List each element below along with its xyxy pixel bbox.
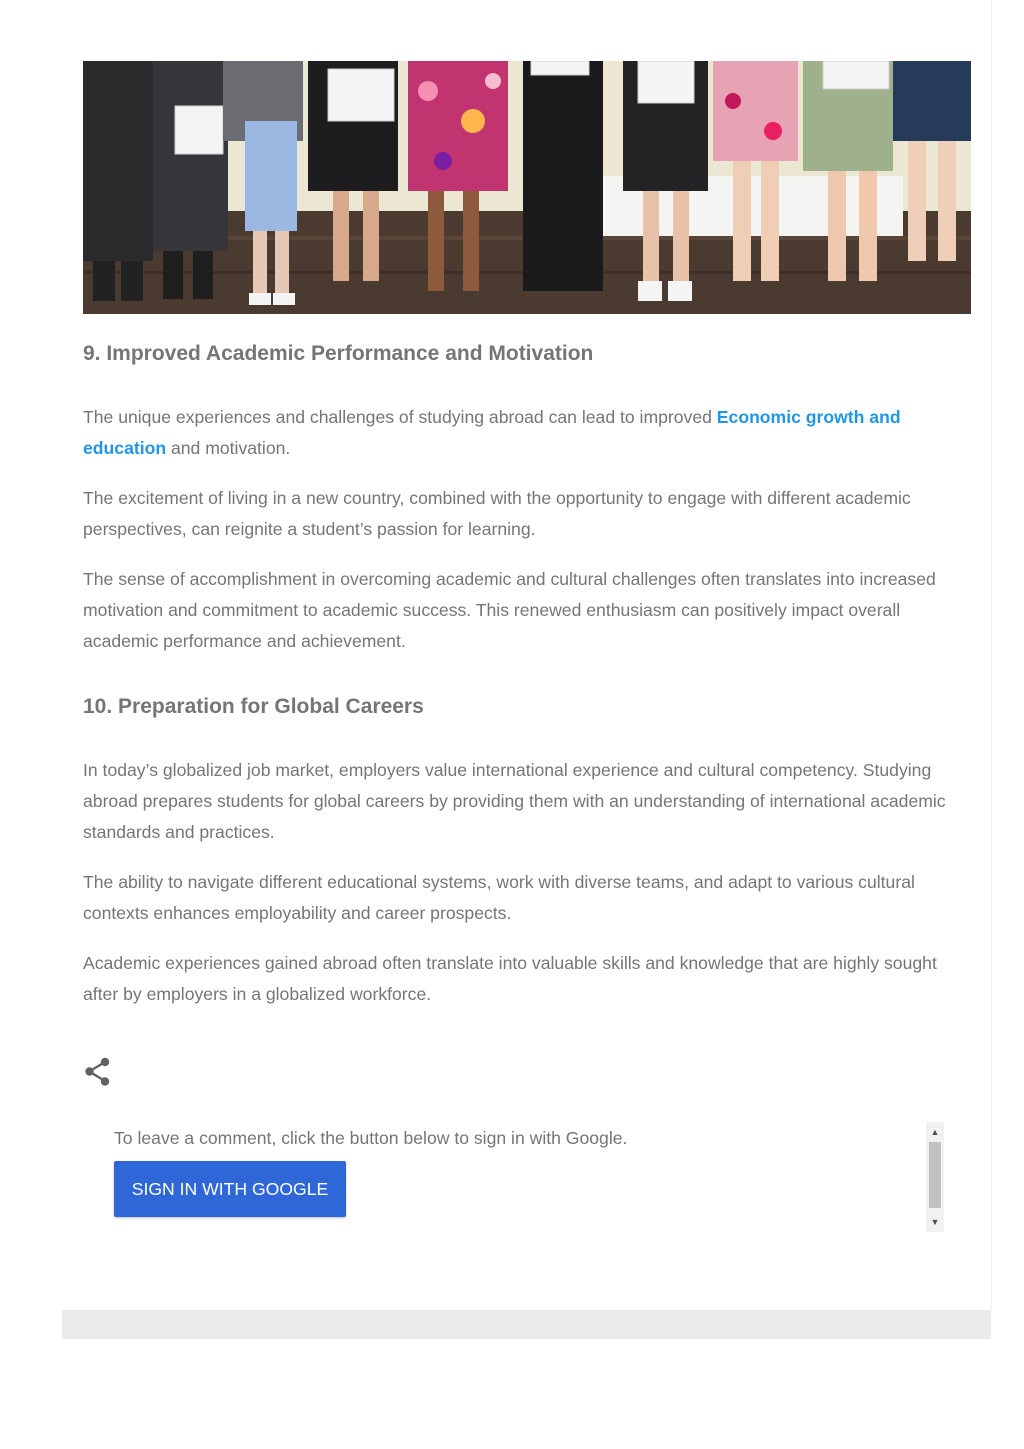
footer-bar xyxy=(62,1310,991,1339)
sign-in-with-google-button[interactable]: SIGN IN WITH GOOGLE xyxy=(114,1161,346,1217)
comment-scrollbar[interactable] xyxy=(926,1122,944,1232)
paragraph: In today’s globalized job market, employers value international experience and cultural competency. Studying abroad prepares students for global careers by providing them with an understanding of international academic standards and practices. xyxy=(83,760,946,842)
paragraph-text: and motivation. xyxy=(166,438,291,458)
scroll-up-arrow-icon[interactable]: ▲ xyxy=(930,1127,940,1137)
paragraph xyxy=(83,402,973,464)
section-heading-10: 10. Preparation for Global Careers xyxy=(83,695,424,718)
share-icon[interactable] xyxy=(84,1057,112,1087)
paragraph: The excitement of living in a new country, combined with the opportunity to engage with different academic perspectives, can reignite a student’s passion for learning. xyxy=(83,488,911,539)
paragraph-text: The unique experiences and challenges of studying abroad can lead to improved xyxy=(83,407,717,427)
scroll-down-arrow-icon[interactable]: ▼ xyxy=(930,1217,940,1227)
economic-growth-link[interactable]: Economic growth and education xyxy=(83,407,901,458)
scrollbar-thumb[interactable] xyxy=(929,1142,941,1208)
comment-prompt: To leave a comment, click the button below to sign in with Google. xyxy=(114,1128,628,1148)
section-heading-9: 9. Improved Academic Performance and Motivation xyxy=(83,342,594,365)
graduation-photo xyxy=(83,61,971,314)
paragraph: The ability to navigate different educational systems, work with diverse teams, and adapt to various cultural contexts enhances employability and career prospects. xyxy=(83,872,915,923)
paragraph: Academic experiences gained abroad often translate into valuable skills and knowledge that are highly sought after by employers in a globalized workforce. xyxy=(83,953,937,1004)
paragraph: The sense of accomplishment in overcoming academic and cultural challenges often translates into increased motivation and commitment to academic success. This renewed enthusiasm can positively impact overall academic performance and achievement. xyxy=(83,569,936,651)
comment-section xyxy=(114,1122,946,1234)
article-body xyxy=(83,336,973,1029)
